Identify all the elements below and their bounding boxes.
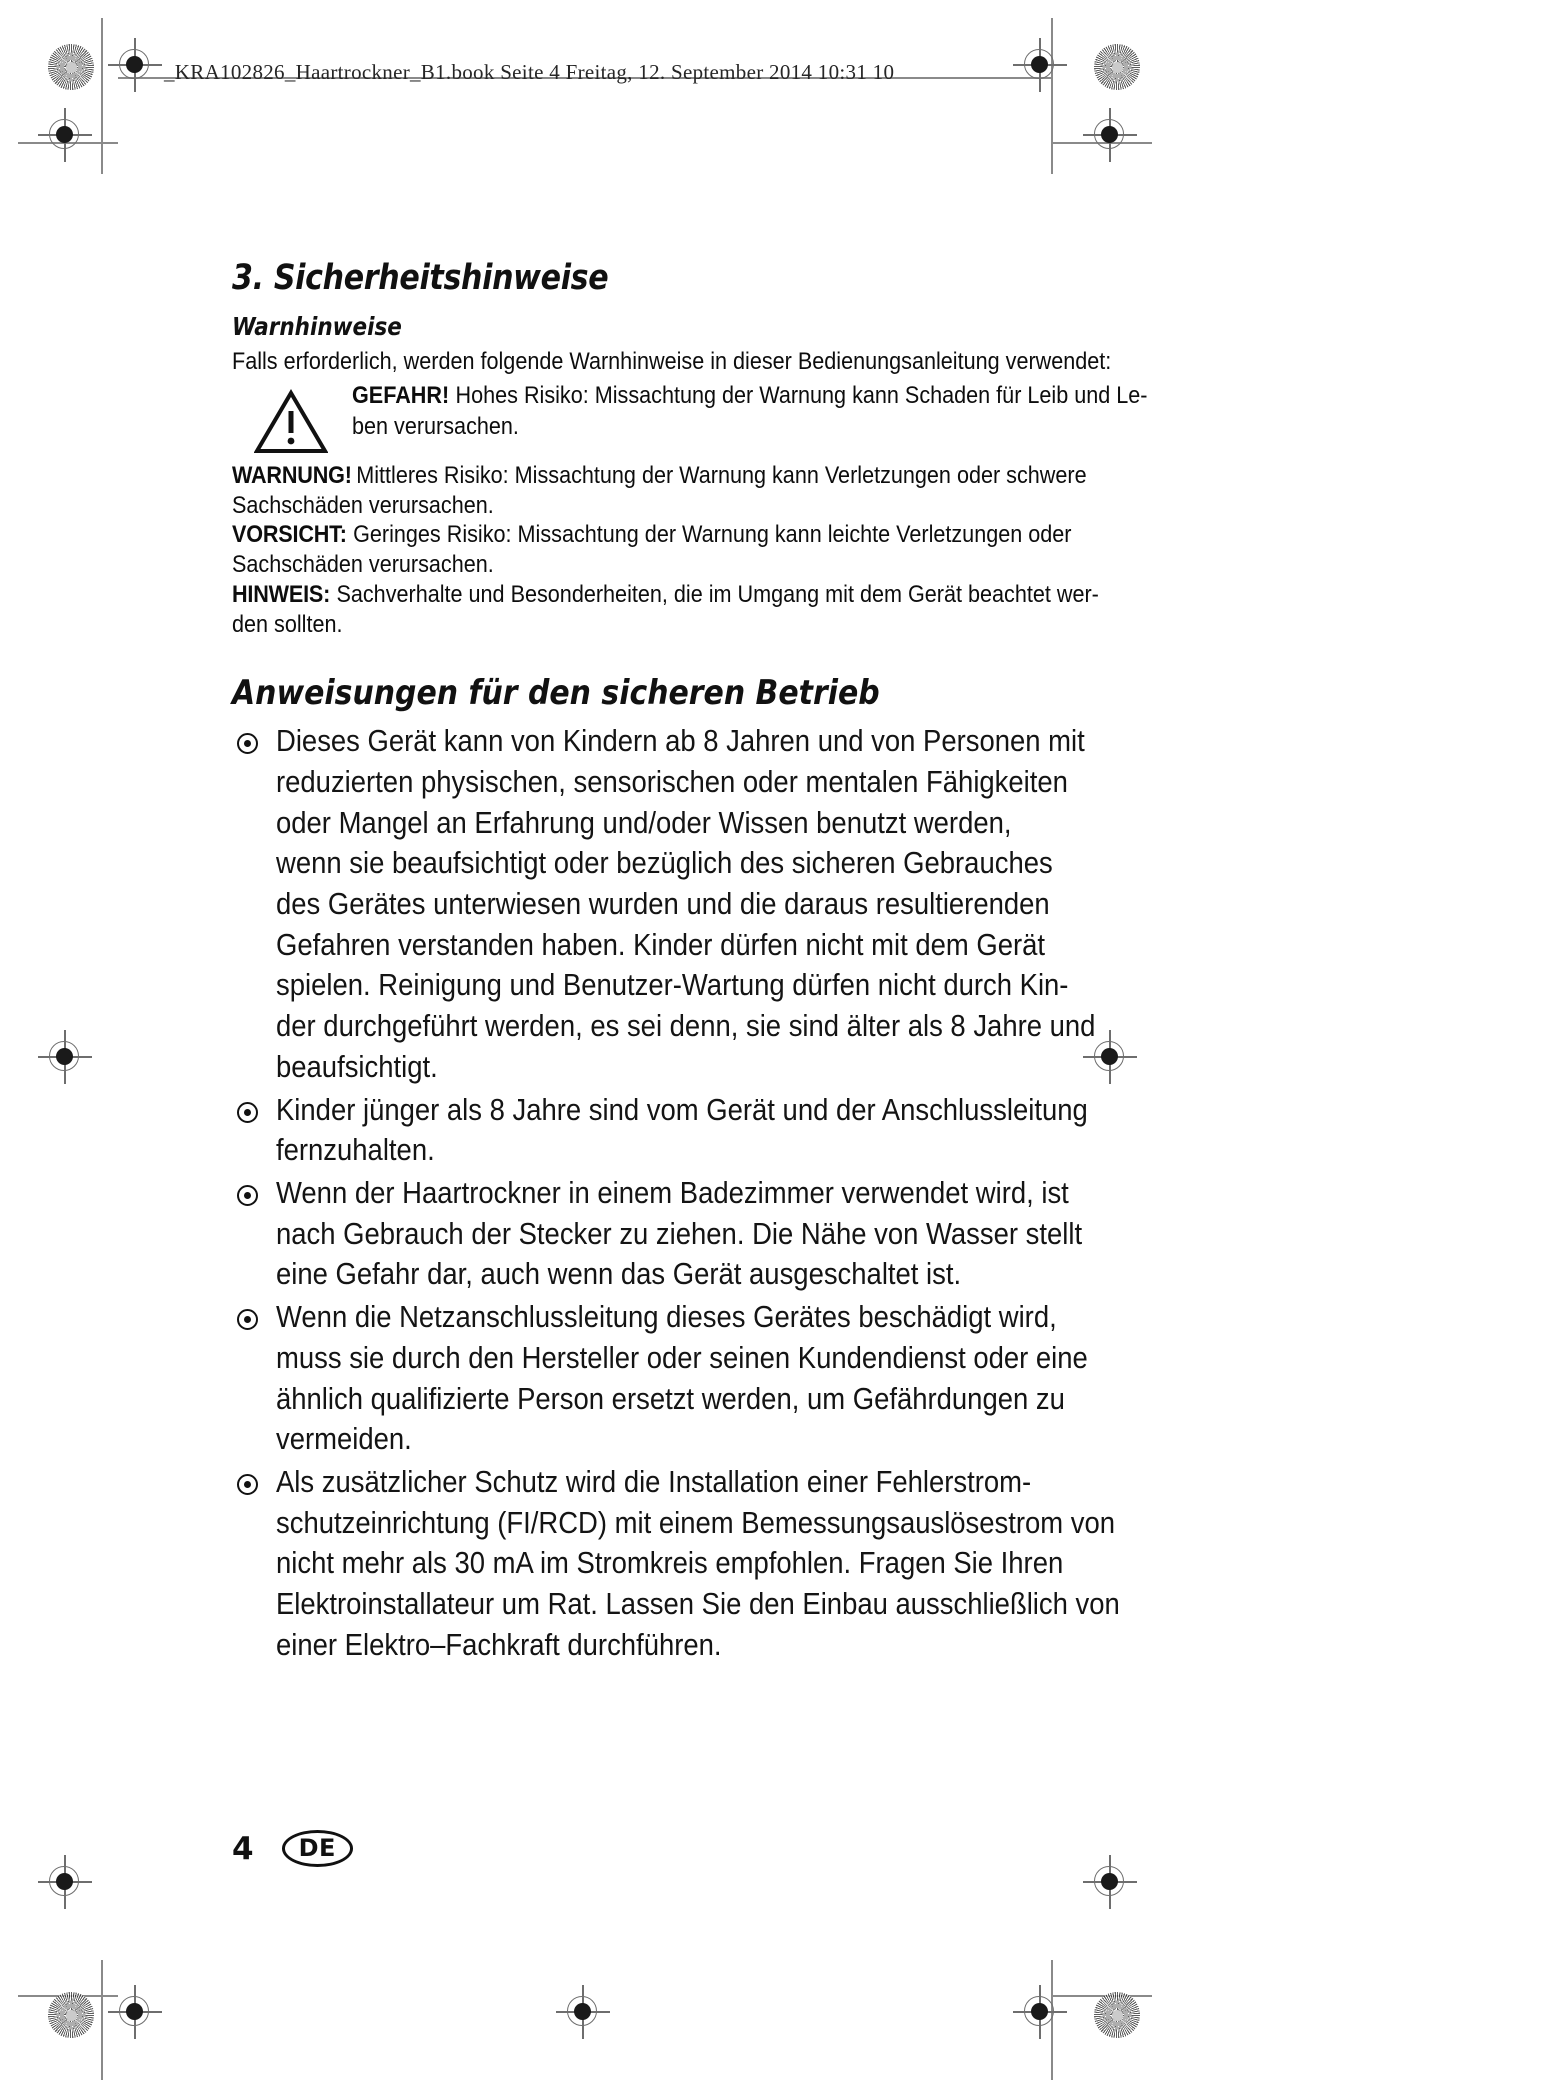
rosette-mark-bottom-right (1094, 1992, 1140, 2038)
danger-warning-block (232, 381, 1322, 459)
safe-operation-heading: Anweisungen für den sicheren Betrieb (232, 673, 880, 714)
danger-line-1 (352, 381, 1225, 411)
circled-dot-bullet-icon (237, 1474, 258, 1495)
list-item (232, 1462, 1322, 1666)
section-title: 3. Sicherheitshinweise (232, 258, 609, 298)
bullet-line: reduzierten physischen, sensorischen oder mentalen Fähigkeiten (276, 764, 1068, 799)
page-number: 4 (232, 1830, 254, 1867)
caution-label: VORSICHT: (232, 521, 347, 549)
registration-mark-lower-right (1083, 1855, 1137, 1909)
page-frame-line-left (101, 18, 103, 174)
registration-mark-lower-left (38, 1855, 92, 1909)
note-text-1: Sachverhalte und Besonderheiten, die im Umgang mit dem Gerät beachtet wer- (336, 580, 1099, 608)
bullet-line: Wenn die Netzanschlussleitung dieses Gerätes beschädigt wird, (276, 1300, 1057, 1335)
bullet-line: wenn sie beaufsichtigt oder bezüglich des sicheren Gebrauches (276, 846, 1053, 881)
bullet-line: schutzeinrichtung (FI/RCD) mit einem Bemessungsauslösestrom von (276, 1505, 1116, 1540)
bullet-line: Elektroinstallateur um Rat. Lassen Sie den Einbau ausschließlich von (276, 1587, 1120, 1622)
warning-label: WARNUNG! (232, 461, 352, 489)
danger-label: GEFAHR! (352, 381, 450, 409)
note-label: HINWEIS: (232, 580, 331, 608)
caution-line-2: Sachschäden verursachen. (232, 551, 494, 578)
caution-line-1 (232, 520, 1213, 550)
bullet-line: fernzuhalten. (276, 1133, 435, 1168)
warning-text-1: Mittleres Risiko: Missachtung der Warnung kann Verletzungen oder schwere (356, 461, 1087, 489)
language-badge: DE (282, 1830, 353, 1867)
bullet-line: der durchgeführt werden, es sei denn, sie sind älter als 8 Jahre und (276, 1009, 1096, 1044)
bullet-line: Gefahren verstanden haben. Kinder dürfen nicht mit dem Gerät (276, 927, 1046, 962)
circled-dot-bullet-icon (237, 1185, 258, 1206)
bullet-line: des Gerätes unterwiesen wurden und die daraus resultierenden (276, 887, 1050, 922)
safety-instructions-list (232, 721, 1322, 1665)
page-content (232, 258, 1322, 1667)
bullet-line: muss sie durch den Hersteller oder seinen Kundendienst oder eine (276, 1340, 1088, 1375)
note-line-2: den sollten. (232, 610, 343, 638)
danger-text-1: Hohes Risiko: Missachtung der Warnung kann Schaden für Leib und Le- (455, 381, 1148, 409)
list-item (232, 721, 1322, 1087)
bullet-line: Als zusätzlicher Schutz wird die Installation einer Fehlerstrom- (276, 1464, 1032, 1499)
list-item (232, 1297, 1322, 1460)
warning-line-2: Sachschäden verursachen. (232, 491, 494, 519)
bullet-line: nach Gebrauch der Stecker zu ziehen. Die Nähe von Wasser stellt (276, 1216, 1083, 1251)
warning-triangle-icon (254, 389, 328, 455)
bullet-line: einer Elektro–Fachkraft durchführen. (276, 1627, 722, 1662)
registration-mark-middle-left (38, 1030, 92, 1084)
circled-dot-bullet-icon (237, 1102, 258, 1123)
registration-mark-top-right (1013, 38, 1067, 92)
rosette-mark-bottom-left (48, 1992, 94, 2038)
list-item (232, 1173, 1322, 1295)
bullet-line: vermeiden. (276, 1422, 412, 1457)
bullet-line: eine Gefahr dar, auch wenn das Gerät ausgeschaltet ist. (276, 1257, 962, 1292)
list-item (232, 1090, 1322, 1171)
circled-dot-bullet-icon (237, 1309, 258, 1330)
bullet-line: nicht mehr als 30 mA im Stromkreis empfohlen. Fragen Sie Ihren (276, 1546, 1064, 1581)
page-frame-line-left-lower (101, 1960, 103, 2080)
bullet-line: Wenn der Haartrockner in einem Badezimmer verwendet wird, ist (276, 1175, 1069, 1210)
bullet-line: Dieses Gerät kann von Kindern ab 8 Jahren und von Personen mit (276, 724, 1085, 759)
registration-mark-top-left (108, 38, 162, 92)
registration-mark-bottom-center (556, 1985, 610, 2039)
warnings-intro-text: Falls erforderlich, werden folgende Warnhinweise in dieser Bedienungsanleitung verwendet: (232, 348, 1112, 375)
registration-mark-upper-right (1083, 108, 1137, 162)
bullet-line: Kinder jünger als 8 Jahre sind vom Gerät und der Anschlussleitung (276, 1092, 1088, 1127)
registration-mark-bottom-right (1013, 1985, 1067, 2039)
page-footer (232, 1830, 353, 1867)
rosette-mark-top-right (1094, 44, 1140, 90)
bullet-line: beaufsichtigt. (276, 1049, 438, 1084)
circled-dot-bullet-icon (237, 733, 258, 754)
bullet-line: spielen. Reinigung und Benutzer-Wartung dürfen nicht durch Kin- (276, 968, 1069, 1003)
warnhinweise-subtitle: Warnhinweise (232, 312, 402, 341)
registration-mark-upper-left (38, 108, 92, 162)
registration-mark-bottom-left (108, 1985, 162, 2039)
note-line-1 (232, 580, 1213, 610)
warning-line-1 (232, 461, 1213, 491)
caution-text-1: Geringes Risiko: Missachtung der Warnung kann leichte Verletzungen oder (353, 521, 1072, 549)
rosette-mark-top-left (48, 44, 94, 90)
bullet-line: ähnlich qualifizierte Person ersetzt werden, um Gefährdungen zu (276, 1381, 1065, 1416)
bullet-line: oder Mangel an Erfahrung und/oder Wissen benutzt werden, (276, 805, 1012, 840)
danger-line-2: ben verursachen. (352, 412, 519, 440)
document-header-line: _KRA102826_Haartrockner_B1.book Seite 4 Freitag, 12. September 2014 10:31 10 (164, 60, 895, 84)
